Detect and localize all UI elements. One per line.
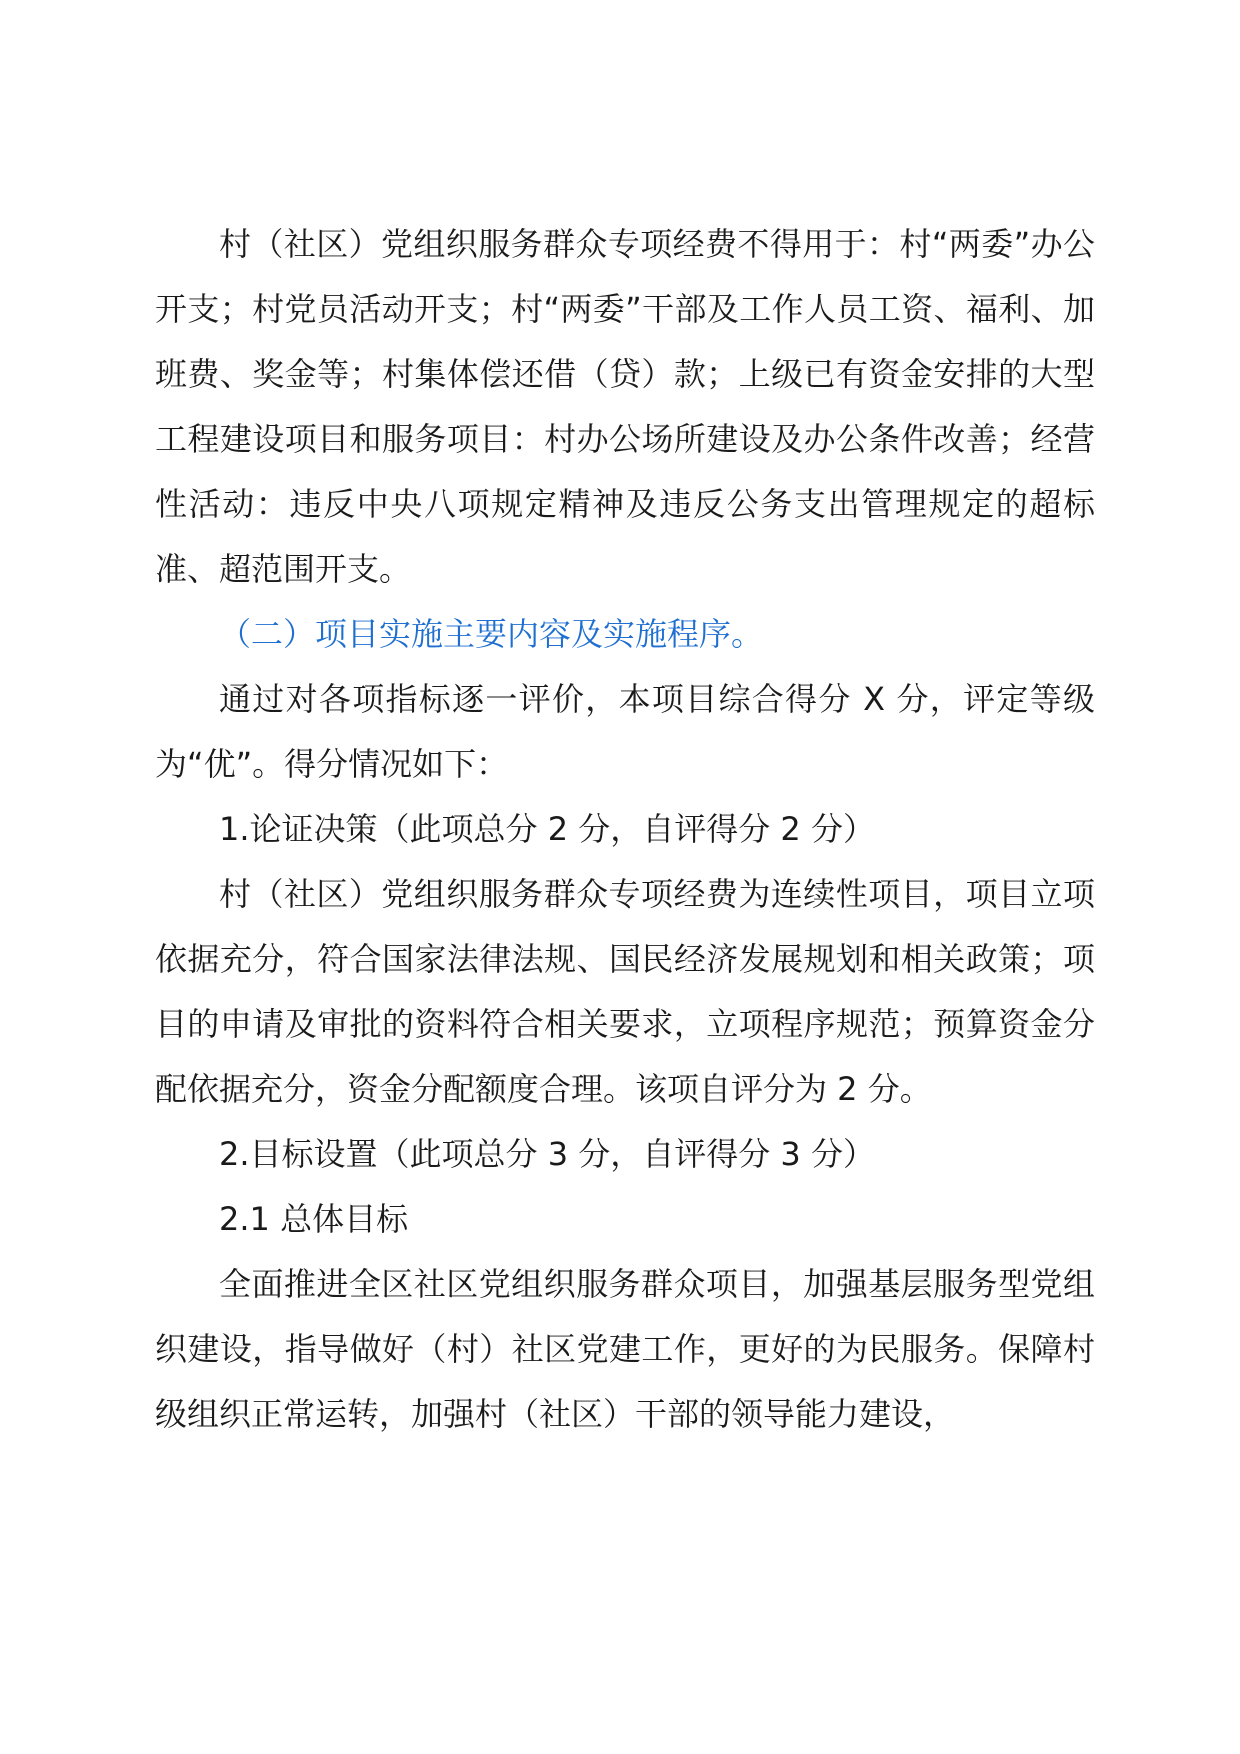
paragraph-decision-details: 村（社区）党组织服务群众专项经费为连续性项目，项目立项依据充分，符合国家法律法规、国民经济发展规划和相关政策；项目的申请及审批的资料符合相关要求，立项程序规范；预算资金分配依据充分，资金分配额度合理。该项自评分为 2 分。 [155, 875, 1095, 1108]
section-heading-implementation: （二）项目实施主要内容及实施程序。 [219, 615, 764, 653]
subheading-decision-making: 1.论证决策（此项总分 2 分，自评得分 2 分） [219, 810, 875, 848]
paragraph-overall-score: 通过对各项指标逐一评价，本项目综合得分 X 分，评定等级为“优”。得分情况如下： [155, 680, 1095, 783]
subheading-overall-goal: 2.1 总体目标 [219, 1200, 409, 1238]
paragraph-overall-goal-details: 全面推进全区社区党组织服务群众项目，加强基层服务型党组织建设，指导做好（村）社区党建工作，更好的为民服务。保障村级组织正常运转，加强村（社区）干部的领导能力建设， [155, 1265, 1095, 1433]
subheading-goal-setting: 2.目标设置（此项总分 3 分，自评得分 3 分） [219, 1135, 875, 1173]
paragraph-expense-restrictions: 村（社区）党组织服务群众专项经费不得用于：村“两委”办公开支；村党员活动开支；村“两委”干部及工作人员工资、福利、加班费、奖金等；村集体偿还借（贷）款；上级已有资金安排的大型工程建设项目和服务项目：村办公场所建设及办公条件改善；经营性活动：违反中央八项规定精神及违反公务支出管理规定的超标准、超范围开支。 [155, 225, 1095, 588]
document-body [155, 212, 1095, 1447]
